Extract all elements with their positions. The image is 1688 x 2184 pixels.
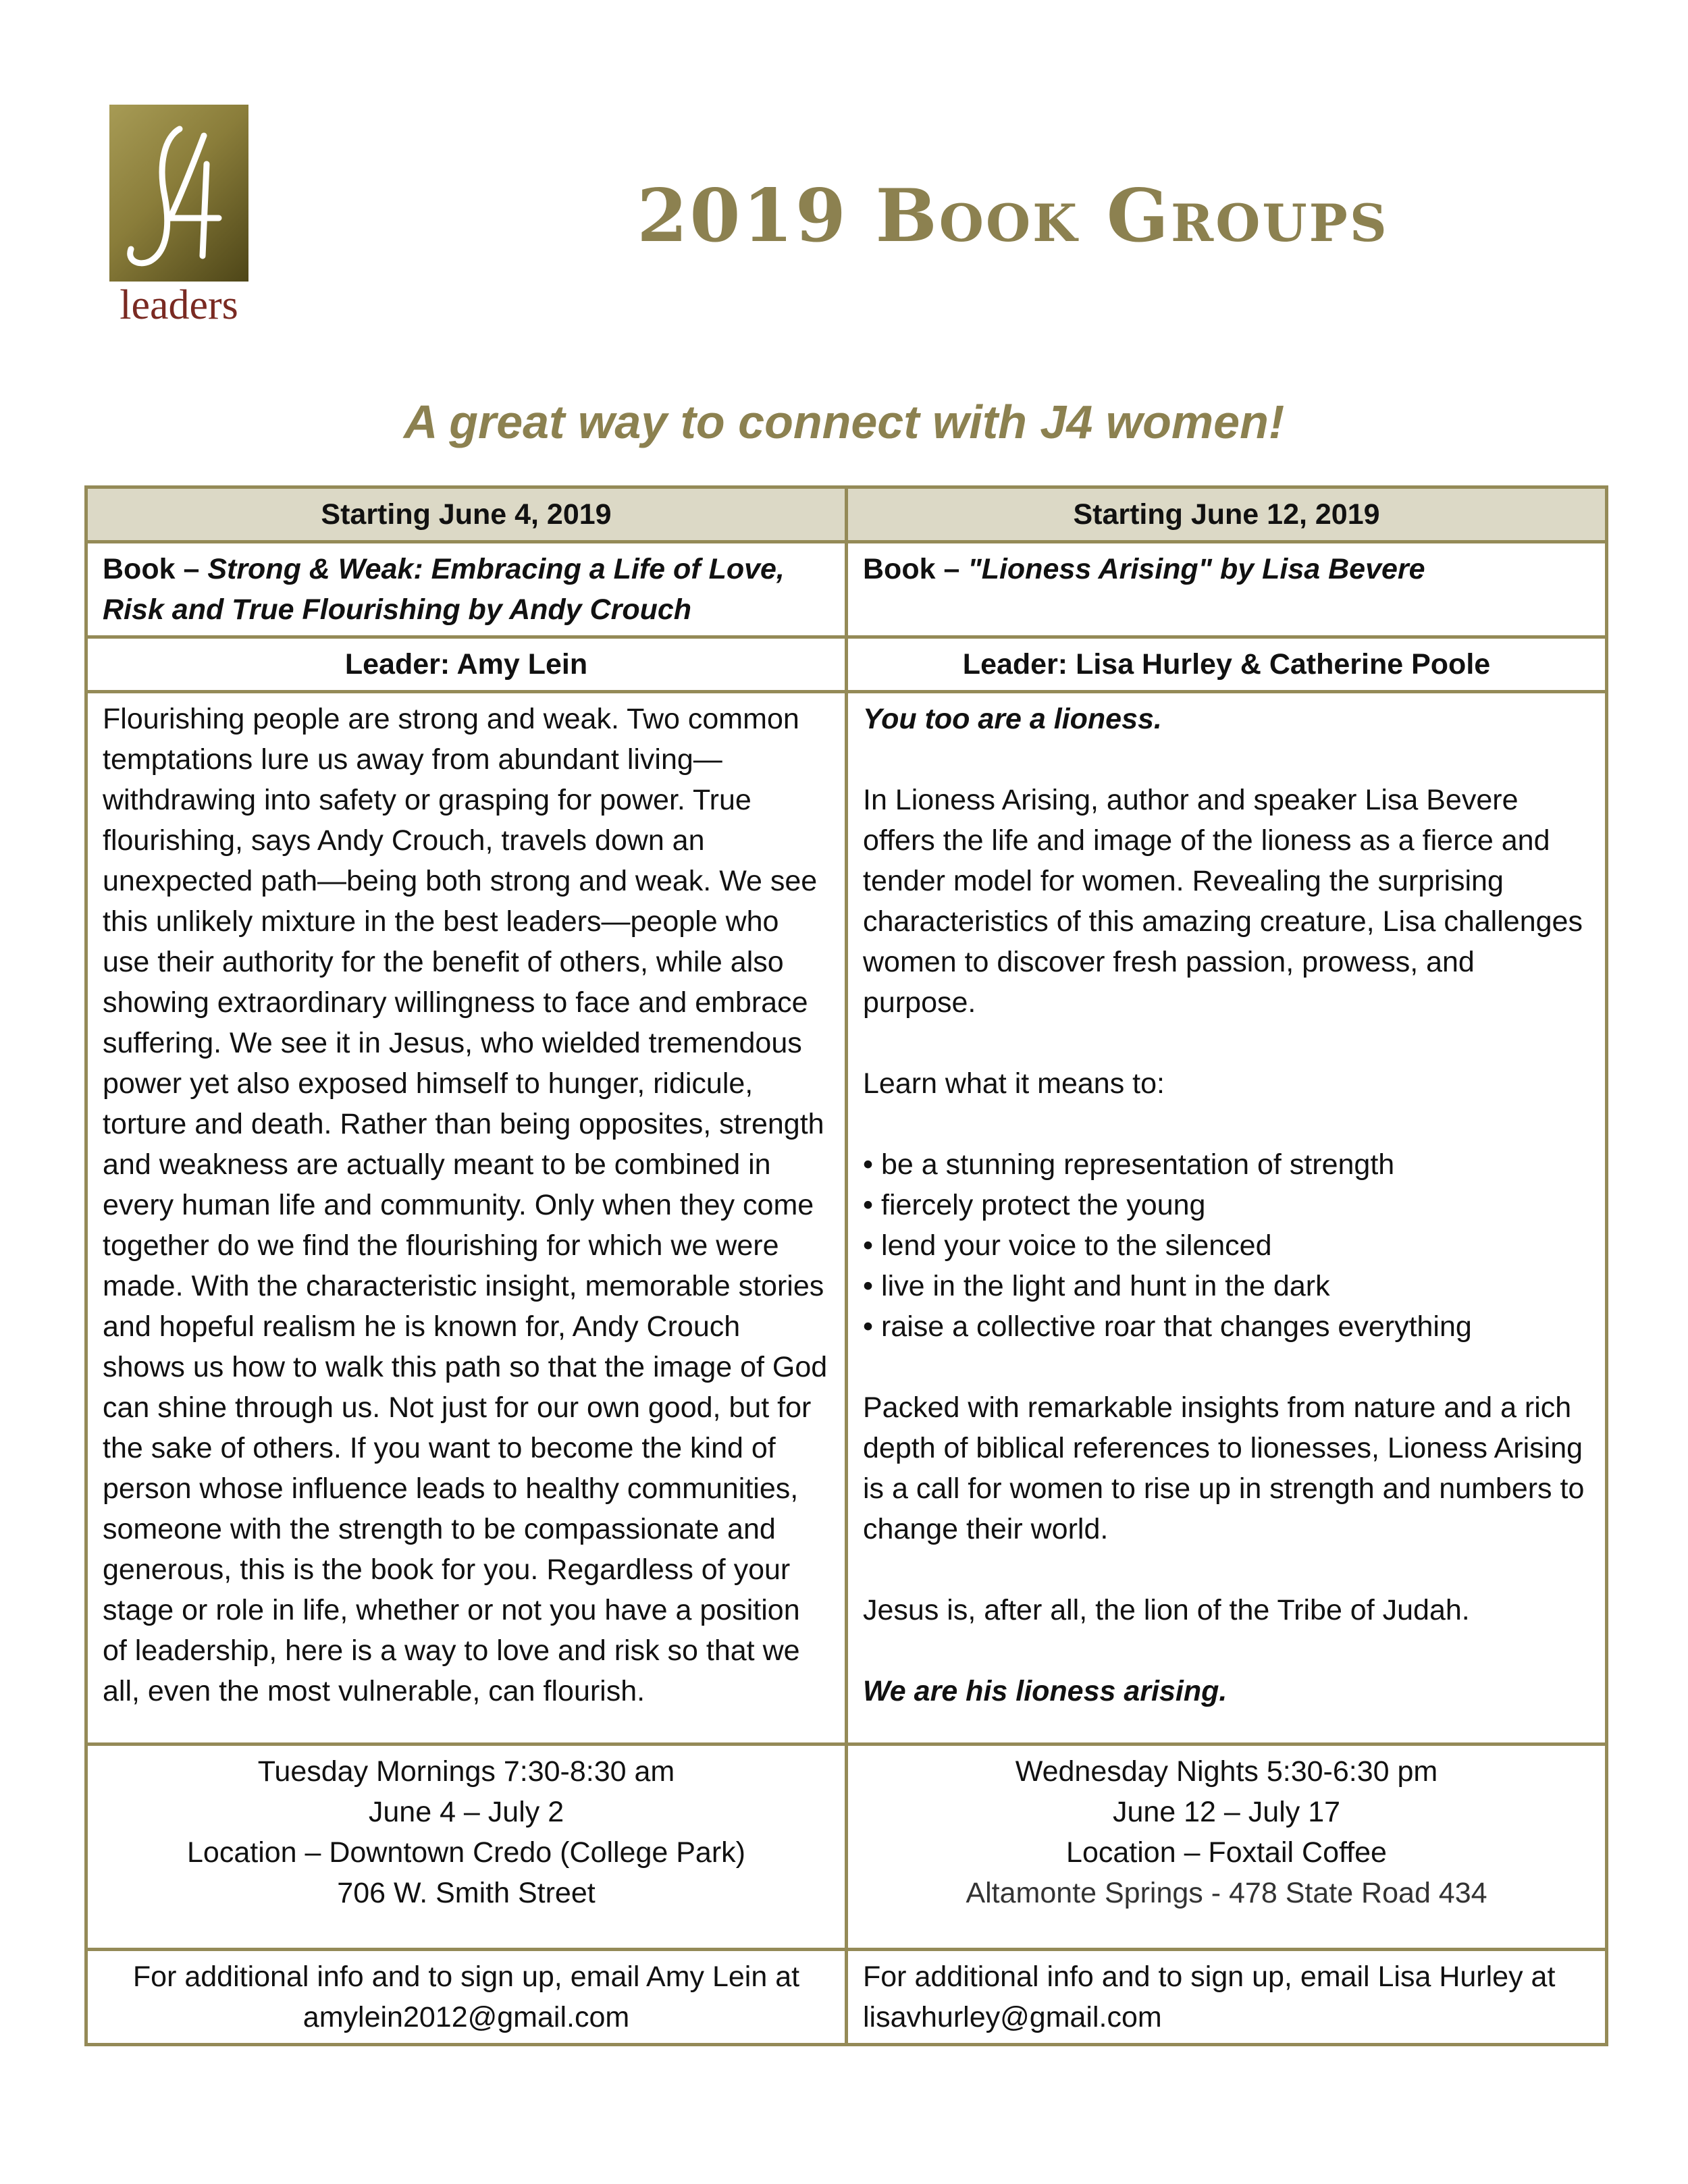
book-prefix: Book – (863, 553, 968, 585)
book-groups-table (84, 485, 1608, 2046)
group1-leader: Leader: Amy Lein (86, 637, 847, 692)
book-row (86, 542, 1607, 637)
desc-learn: Learn what it means to: (863, 1067, 1165, 1100)
contact-email[interactable]: amylein2012@gmail.com (302, 2001, 630, 2033)
desc-paragraph-2: Packed with remarkable insights from nature and a rich depth of biblical references to lionesses, Lioness Arising is a call for women to rise up in strength and numbers to change their world. (863, 1391, 1585, 1545)
contact-row (86, 1950, 1607, 2045)
schedule-time: Wednesday Nights 5:30-6:30 pm (1015, 1755, 1438, 1788)
group1-start: Starting June 4, 2019 (86, 487, 847, 542)
list-item: • be a stunning representation of strength (863, 1144, 1590, 1185)
tagline: A great way to connect with J4 women! (403, 396, 1285, 448)
bullet-list (863, 1144, 1590, 1347)
group2-schedule (847, 1744, 1607, 1950)
schedule-dates: June 12 – July 17 (1112, 1796, 1341, 1828)
page-title: 2019 Book Groups (637, 174, 1389, 259)
list-item: • lend your voice to the silenced (863, 1225, 1590, 1266)
group2-leader: Leader: Lisa Hurley & Catherine Poole (847, 637, 1607, 692)
schedule-location: Location – Foxtail Coffee (1066, 1836, 1387, 1869)
group2-book (847, 542, 1607, 637)
logo-word: leaders (120, 282, 238, 328)
list-item: • raise a collective roar that changes everything (863, 1306, 1590, 1347)
book-prefix: Book – (103, 553, 208, 585)
description-row (86, 692, 1607, 1744)
group1-schedule (86, 1744, 847, 1950)
start-date-row (86, 487, 1607, 542)
group1-contact (86, 1950, 847, 2045)
contact-email[interactable]: lisavhurley@gmail.com (863, 2001, 1162, 2033)
contact-text: For additional info and to sign up, email Lisa Hurley at (863, 1961, 1556, 1993)
group2-book-title: "Lioness Arising" by Lisa Bevere (968, 553, 1425, 585)
schedule-time: Tuesday Mornings 7:30-8:30 am (257, 1755, 675, 1788)
j4-monogram-icon (117, 117, 239, 272)
schedule-address: Altamonte Springs - 478 State Road 434 (966, 1877, 1487, 1909)
desc-paragraph-1: In Lioness Arising, author and speaker Lisa Bevere offers the life and image of the lioness as a fierce and tender model for women. Revealing the surprising characteristics of this amazing creature, Lisa challenges women to discover fresh passion, prowess, and purpose. (863, 784, 1583, 1019)
desc-paragraph-3: Jesus is, after all, the lion of the Tribe of Judah. (863, 1594, 1470, 1626)
group1-book (86, 542, 847, 637)
desc-closing: We are his lioness arising. (863, 1675, 1228, 1707)
group1-description: Flourishing people are strong and weak. Two common temptations lure us away from abundant living—withdrawing into safety or grasping for power. True flourishing, says Andy Crouch, travels down an unexpected path—being both strong and weak. We see this unlikely mixture in the best leaders—people who use their authority for the benefit of others, while also showing extraordinary willingness to face and embrace suffering. We see it in Jesus, who wielded tremendous power yet also exposed himself to hunger, ridicule, torture and death. Rather than being opposites, strength and weakness are actually meant to be combined in every human life and community. Only when they come together do we find the flourishing for which we were made. With the characteristic insight, memorable stories and hopeful realism he is known for, Andy Crouch shows us how to walk this path so that the image of God can shine through us. Not just for our own good, but for the sake of others. If you want to become the kind of person whose influence leads to healthy communities, someone with the strength to be compassionate and generous, this is the book for you. Regardless of your stage or role in life, whether or not you have a position of leadership, here is a way to love and risk so that we all, even the most vulnerable, can flourish. (86, 692, 847, 1744)
list-item: • fiercely protect the young (863, 1185, 1590, 1225)
desc-opening: You too are a lioness. (863, 703, 1162, 735)
group2-contact (847, 1950, 1607, 2045)
schedule-row (86, 1744, 1607, 1950)
schedule-address: 706 W. Smith Street (337, 1877, 596, 1909)
group2-description (847, 692, 1607, 1744)
logo (109, 105, 248, 328)
leader-row (86, 637, 1607, 692)
group1-book-title: Strong & Weak: Embracing a Life of Love, Risk and True Flourishing by Andy Crouch (103, 553, 785, 626)
logo-box (109, 105, 248, 282)
list-item: • live in the light and hunt in the dark (863, 1266, 1590, 1306)
group2-start: Starting June 12, 2019 (847, 487, 1607, 542)
schedule-dates: June 4 – July 2 (368, 1796, 564, 1828)
schedule-location: Location – Downtown Credo (College Park) (187, 1836, 745, 1869)
contact-text: For additional info and to sign up, email Amy Lein at (132, 1961, 800, 1993)
